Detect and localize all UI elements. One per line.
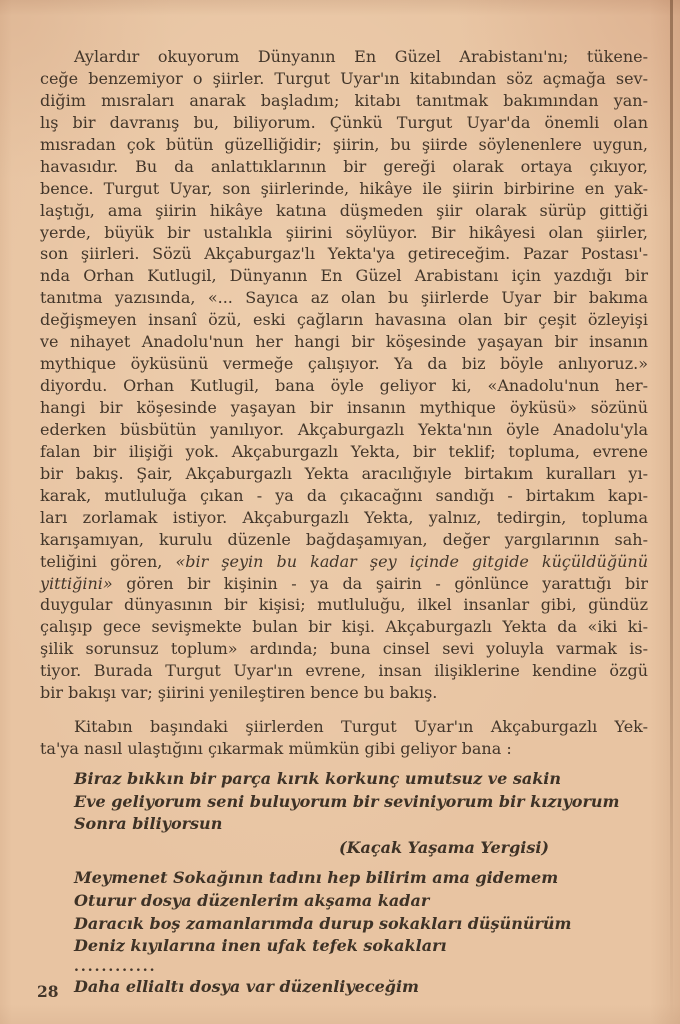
text-line: ceğe benzemiyor o şiirler. Turgut Uyar'ın kitabından söz açmağa sev- <box>40 68 648 88</box>
text-line: çalışıp gece sevişmekte bulan bir kişi. Akçaburgazlı Yekta da «iki ki- <box>40 617 648 637</box>
paragraph-1 <box>40 46 648 704</box>
text-line: yerde, büyük bir ustalıkla şiirini söylüyor. Bir hikâyesi olan şiirler, <box>40 222 648 242</box>
text-line: ları zorlamak istiyor. Akçaburgazlı Yekta, yalnız, tedirgin, topluma <box>40 507 648 527</box>
text-line: diyordu. Orhan Kutlugil, bana öyle geliyor ki, «Anadolu'nun her- <box>40 376 648 396</box>
page-number: 28 <box>37 982 59 1001</box>
text-line: tanıtma yazısında, «... Sayıca az olan bu şiirlerde Uyar bir bakıma <box>40 288 648 308</box>
poem-excerpt-2 <box>40 867 648 957</box>
text-line: ederken büsbütün yanılıyor. Akçaburgazlı Yekta'nın öyle Anadolu'yla <box>40 419 648 439</box>
text-line: duygular dünyasının bir kişisi; mutluluğu, ilkel insanlar gibi, gündüz <box>40 595 648 615</box>
page-edge-shadow-right <box>670 0 673 1024</box>
text-line: karışamıyan, kurulu düzenle bağdaşamıyan, değer yargılarının sah- <box>40 529 648 549</box>
text-line: değişmeyen insanî özü, eski çağların havasına olan bir çeşit özleyişi <box>40 310 648 330</box>
poem-line: Daracık boş zamanlarımda durup sokakları düşünürüm <box>74 913 572 933</box>
text-line: diğim mısraları anarak başladım; kitabı tanıtmak bakımından yan- <box>40 90 648 110</box>
text-line: mythique öyküsünü vermeğe çalışıyor. Ya da biz böyle anlıyoruz.» <box>40 354 648 374</box>
text-line: karak, mutluluğa çıkan - ya da çıkacağını sandığı - birtakım kapı- <box>40 485 648 505</box>
text-line: mısradan çok bütün güzelliğidir; şiirin, bu şiirde söylenenlere uygun, <box>40 134 648 154</box>
poem-excerpt-3 <box>40 976 648 999</box>
text-line: hangi bir köşesinde yaşayan bir insanın mythique öyküsü» sözünü <box>40 398 648 417</box>
text-line: bence. Turgut Uyar, son şiirlerinde, hikâye ile şiirin birbirine en yak- <box>40 178 648 198</box>
text-line: tiyor. Burada Turgut Uyar'ın evrene, insan ilişiklerine kendine özgü <box>40 661 648 681</box>
poem-line: Daha ellialtı dosya var düzenliyeceğim <box>74 976 419 996</box>
text-line: Kitabın başındaki şiirlerden Turgut Uyar'ın Akçaburgazlı Yek- <box>74 717 648 737</box>
text-line: yittiğini» gören bir kişinin - ya da şairin - gönlünce yarattığı bir <box>40 573 648 593</box>
poem-excerpt-1 <box>40 768 648 836</box>
text-line: ta'ya nasıl ulaştığını çıkarmak mümkün gibi geliyor bana : <box>40 739 512 759</box>
text-line: teliğini gören, «bir şeyin bu kadar şey içinde gitgide küçüldüğünü <box>40 551 649 571</box>
paragraph-2 <box>40 716 648 760</box>
poem-attribution: (Kaçak Yaşama Yergisi) <box>339 837 549 857</box>
text-line: şilik sorunsuz toplum» ardında; buna cinsel sevi yoluyla varmak is- <box>40 639 648 659</box>
text-line: bir bakış. Şair, Akçaburgazlı Yekta aracılığıyle birtakım kuralları yı- <box>40 463 648 483</box>
poem-line: Deniz kıyılarına inen ufak tefek sokakları <box>74 936 447 956</box>
text-line: lış bir davranış bu, biliyorum. Çünkü Turgut Uyar'da önemli olan <box>40 112 648 132</box>
poem-line: Eve geliyorum seni buluyorum bir seviniyorum bir kızıyorum <box>74 791 620 811</box>
ellipsis-line: ............ <box>74 958 157 975</box>
text-line: nda Orhan Kutlugil, Dünyanın En Güzel Arabistanı için yazdığı bir <box>40 266 648 286</box>
poem-line: Meymenet Sokağının tadını hep bilirim ama gidemem <box>74 868 559 888</box>
text-line: falan bir ilişiği yok. Akçaburgazlı Yekta, bir teklif; topluma, evrene <box>40 441 648 461</box>
text-line: bir bakışı var; şiirini yenileştiren bence bu bakış. <box>40 683 438 703</box>
poem-line: Sonra biliyorsun <box>74 814 223 834</box>
text-line: Aylardır okuyorum Dünyanın En Güzel Arabistanı'nı; tükene- <box>74 47 648 66</box>
body-text <box>40 46 648 998</box>
text-line: son şiirleri. Sözü Akçaburgaz'lı Yekta'ya getireceğim. Pazar Postası'- <box>40 244 648 264</box>
text-line: ve nihayet Anadolu'nun her hangi bir köşesinde yaşayan bir insanın <box>40 332 648 352</box>
text-line: havasıdır. Bu da anlattıklarının bir gereği olarak ortaya çıkıyor, <box>40 156 648 176</box>
poem-line: Biraz bıkkın bir parça kırık korkunç umutsuz ve sakin <box>74 769 561 788</box>
poem-line: Oturur dosya düzenlerim akşama kadar <box>74 890 430 910</box>
text-line: laştığı, ama şiirin hikâye katına düşmeden şiir olarak sürüp gittiği <box>40 200 648 220</box>
